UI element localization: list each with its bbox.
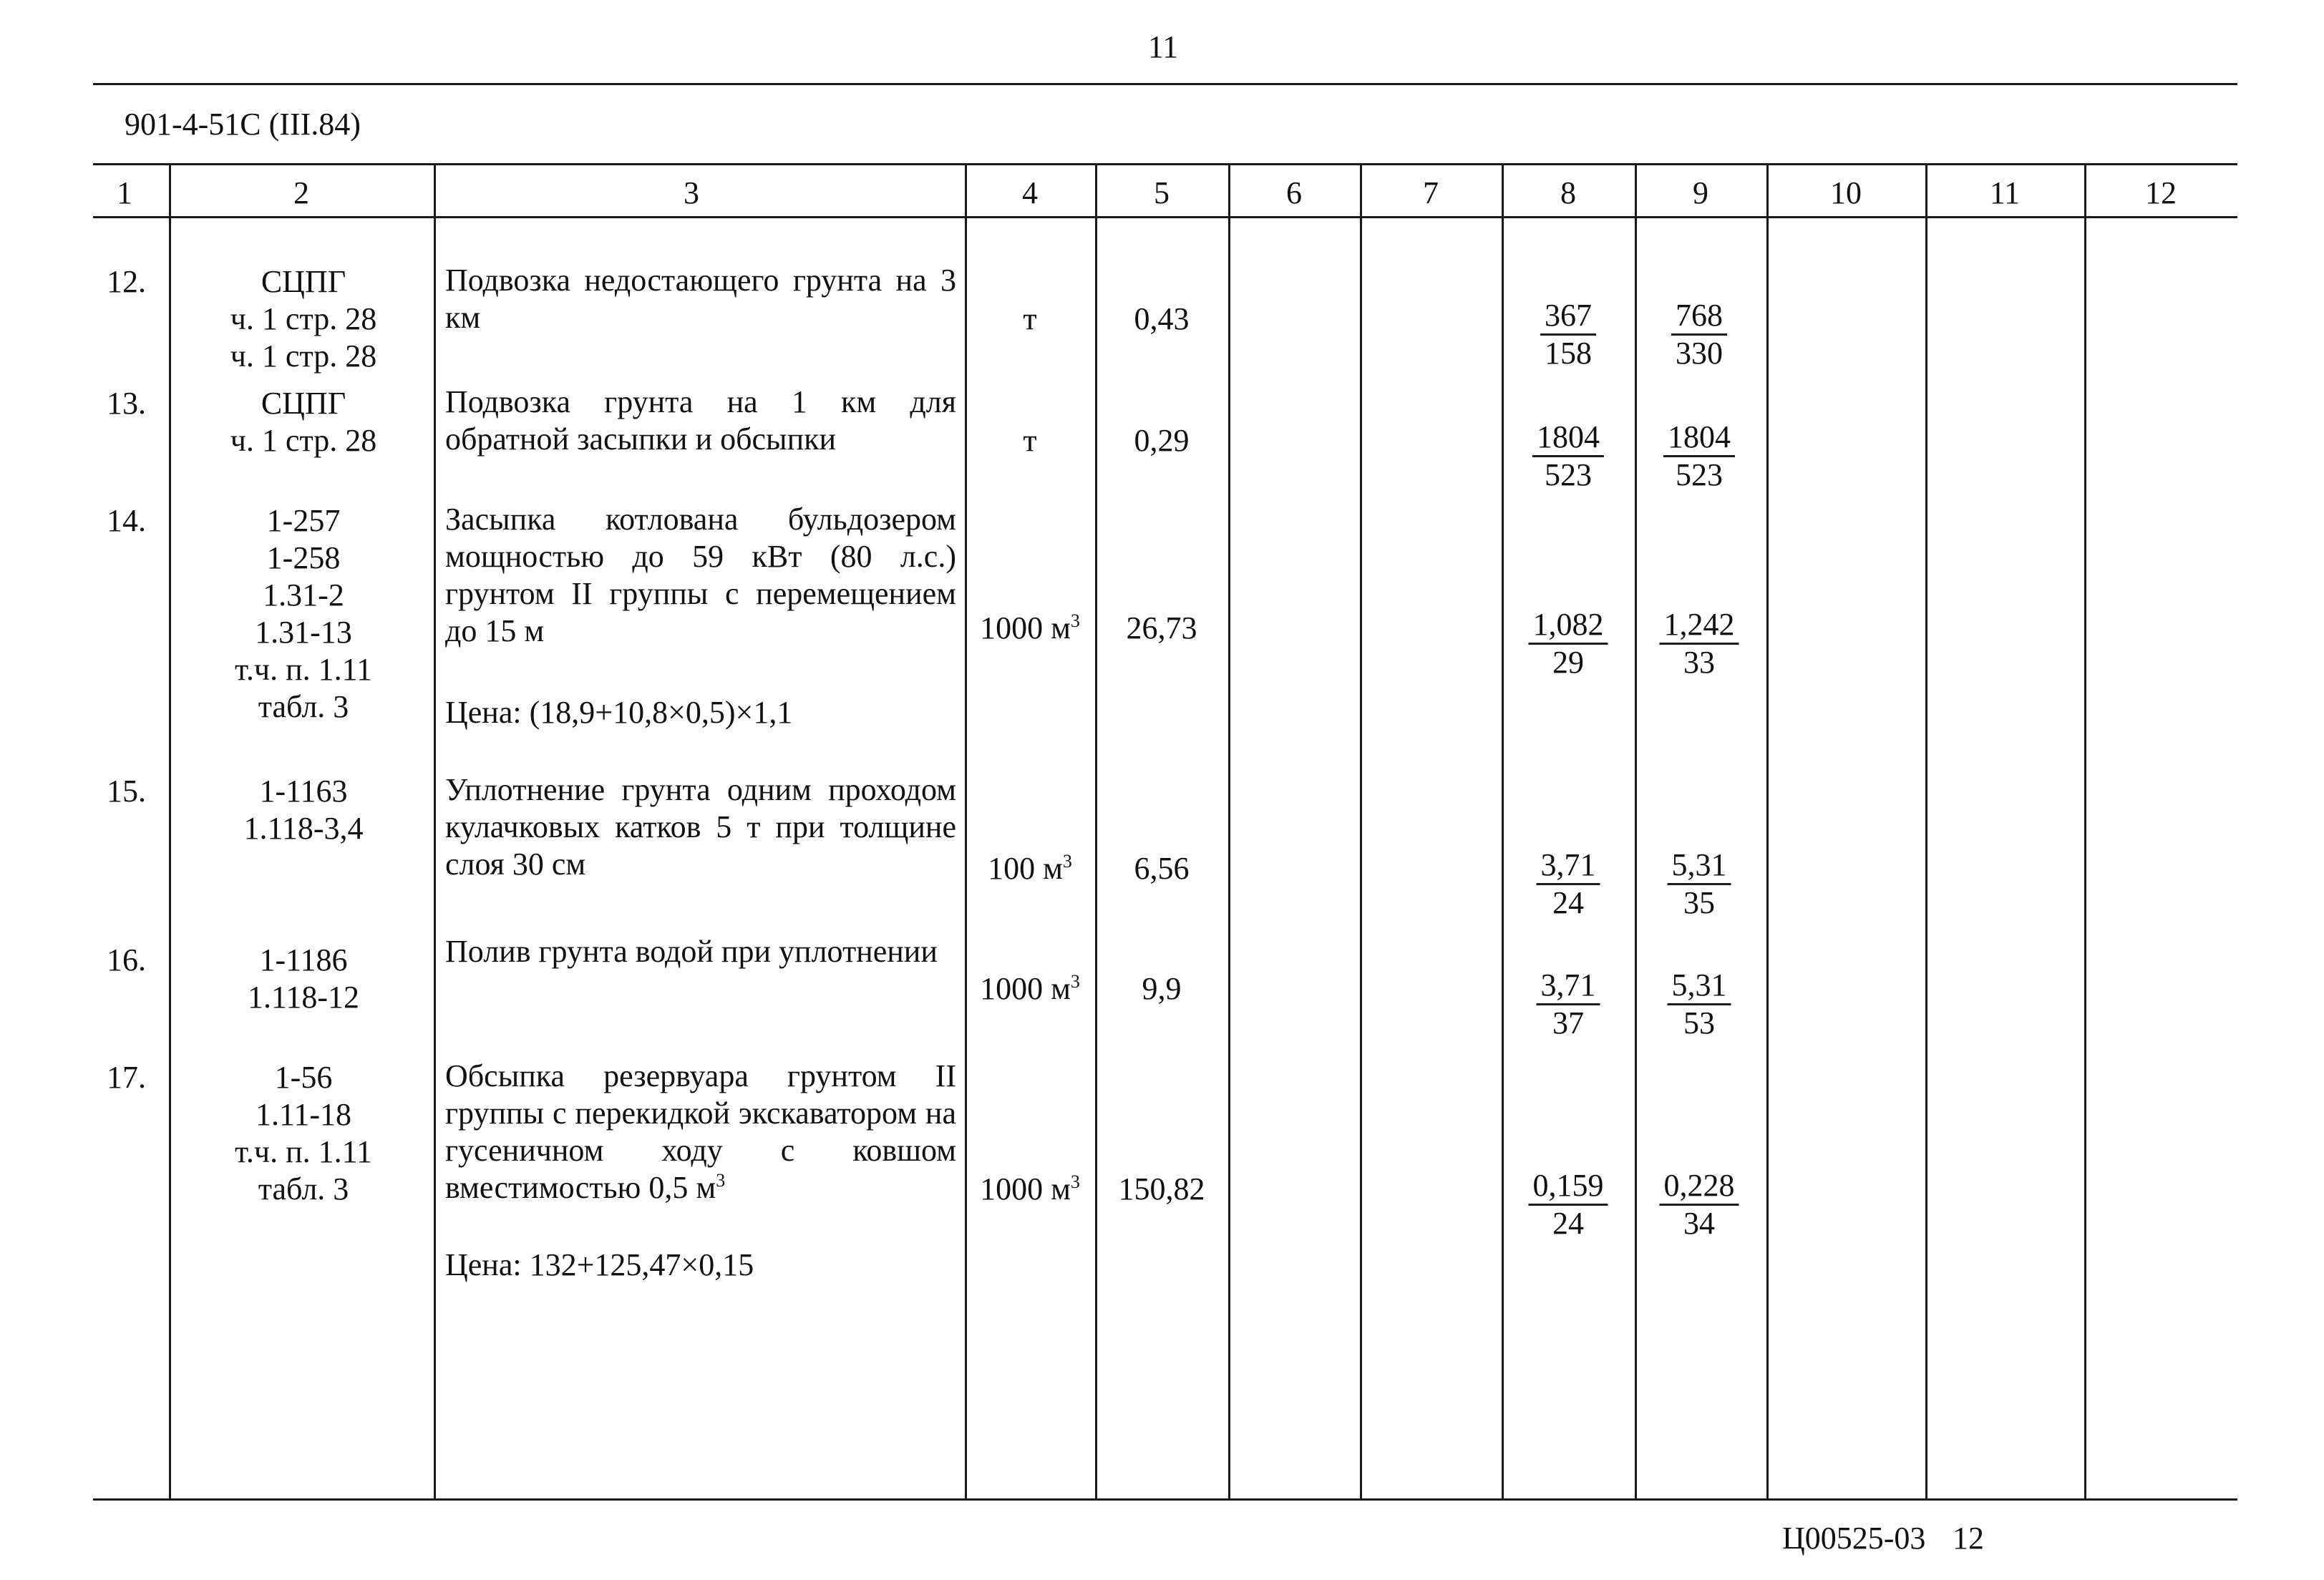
document-code: 901-4-51С (III.84) xyxy=(125,107,361,142)
description-superscript: 3 xyxy=(716,1170,726,1191)
fraction-numerator: 1804 xyxy=(1663,419,1735,457)
column-header-7: 7 xyxy=(1423,175,1439,210)
unit-text: 1000 м xyxy=(980,1171,1071,1206)
row-number: 12. xyxy=(107,264,146,299)
fraction-denominator: 34 xyxy=(1683,1206,1715,1241)
fraction-numerator: 1,242 xyxy=(1660,607,1739,645)
unit-superscript: 3 xyxy=(1070,971,1080,992)
unit-text: 1000 м xyxy=(980,610,1071,645)
col-divider xyxy=(1095,163,1097,1500)
unit-superscript: 3 xyxy=(1062,851,1072,872)
fraction-numerator: 5,31 xyxy=(1668,847,1731,885)
fraction-denominator: 24 xyxy=(1552,1206,1584,1241)
fraction-denominator: 33 xyxy=(1683,645,1715,680)
row-ref: 1.118-3,4 xyxy=(243,811,364,846)
fraction-numerator: 367 xyxy=(1540,298,1596,336)
fraction-denominator: 158 xyxy=(1545,336,1592,371)
column-header-5: 5 xyxy=(1154,175,1170,210)
row-ref: 1-258 xyxy=(266,540,341,575)
col8-fraction xyxy=(1540,298,1596,371)
row-ref: 1-56 xyxy=(274,1060,333,1095)
col-divider xyxy=(965,163,967,1500)
row-ref: табл. 3 xyxy=(258,689,349,724)
column-header-12: 12 xyxy=(2145,175,2177,210)
column-header-9: 9 xyxy=(1693,175,1708,210)
row-ref: СЦПГ xyxy=(261,264,346,299)
row-ref: 1-1186 xyxy=(259,942,348,977)
row-description: Подвозка грунта на 1 км для обратной засыпки и обсыпки xyxy=(445,384,956,457)
row-unit xyxy=(1023,425,1036,457)
row-description xyxy=(445,1058,956,1206)
column-header-6: 6 xyxy=(1286,175,1302,210)
row-description: Засыпка котлована бульдозером мощностью до 59 кВт (80 л.с.) грунтом II группы с перемещением до 15 м xyxy=(445,502,956,648)
footer-code: Ц00525-03 xyxy=(1782,1521,1926,1556)
column-header-10: 10 xyxy=(1830,175,1862,210)
col8-fraction xyxy=(1529,1168,1608,1242)
row-quantity: 6,56 xyxy=(1134,851,1190,886)
row-ref: 1.31-13 xyxy=(255,615,352,650)
row-ref: т.ч. п. 1.11 xyxy=(235,1134,372,1169)
row-ref: табл. 3 xyxy=(258,1171,349,1206)
fraction-numerator: 768 xyxy=(1671,298,1727,336)
col-divider xyxy=(1502,163,1504,1500)
unit-text: т xyxy=(1023,301,1037,336)
fraction-denominator: 37 xyxy=(1552,1005,1584,1040)
col-divider xyxy=(1635,163,1637,1500)
row-ref: ч. 1 стр. 28 xyxy=(230,338,377,374)
fraction-numerator: 3,71 xyxy=(1537,967,1600,1005)
column-header-2: 2 xyxy=(293,175,309,210)
row-ref: СЦПГ xyxy=(261,386,346,421)
row-number: 15. xyxy=(107,774,146,809)
row-unit xyxy=(988,853,1072,884)
col8-fraction xyxy=(1529,607,1608,681)
col-divider xyxy=(1228,163,1230,1500)
fraction-denominator: 330 xyxy=(1676,336,1723,371)
row-ref: ч. 1 стр. 28 xyxy=(230,301,377,336)
row-price-formula: Цена: 132+125,47×0,15 xyxy=(445,1247,754,1282)
column-header-3: 3 xyxy=(684,175,699,210)
fraction-numerator: 3,71 xyxy=(1537,847,1600,885)
col9-fraction xyxy=(1671,298,1727,371)
row-ref: ч. 1 стр. 28 xyxy=(230,423,377,458)
row-description: Уплотнение грунта одним проходом кулачковых катков 5 т при толщине слоя 30 см xyxy=(445,772,956,882)
column-header-4: 4 xyxy=(1022,175,1038,210)
fraction-denominator: 29 xyxy=(1552,645,1584,680)
row-ref: 1.11-18 xyxy=(255,1097,352,1132)
column-header-8: 8 xyxy=(1560,175,1576,210)
column-header-11: 11 xyxy=(1989,175,2021,210)
row-description: Подвозка недостающего грунта на 3 км xyxy=(445,263,956,335)
footer-page-number: 12 xyxy=(1953,1521,1984,1556)
fraction-denominator: 35 xyxy=(1683,885,1715,920)
row-ref: 1.118-12 xyxy=(247,980,360,1015)
col8-fraction xyxy=(1537,847,1600,921)
col9-fraction xyxy=(1660,607,1739,681)
col8-fraction xyxy=(1532,419,1604,493)
table-bottom-border xyxy=(93,1498,2237,1501)
row-description: Полив грунта водой при уплотнении xyxy=(445,934,938,969)
row-number: 17. xyxy=(107,1060,146,1095)
row-unit xyxy=(980,610,1080,645)
unit-superscript: 3 xyxy=(1070,610,1080,631)
description-text: Обсыпка резервуара грунтом II группы с перекидкой экскаватором на гусеничном ходу с ковшом вместимостью 0,5 м xyxy=(445,1058,956,1205)
row-ref: 1.31-2 xyxy=(263,577,344,613)
top-rule xyxy=(93,83,2237,85)
fraction-denominator: 24 xyxy=(1552,885,1584,920)
row-quantity: 0,29 xyxy=(1134,423,1190,458)
col-divider xyxy=(1925,163,1927,1500)
page-number: 11 xyxy=(1147,29,1179,64)
fraction-denominator: 523 xyxy=(1676,457,1723,492)
col-divider xyxy=(1766,163,1769,1500)
col9-fraction xyxy=(1660,1168,1739,1242)
row-ref: 1-1163 xyxy=(259,774,348,809)
fraction-numerator: 1,082 xyxy=(1529,607,1608,645)
col9-fraction xyxy=(1668,967,1731,1041)
row-quantity: 150,82 xyxy=(1118,1171,1205,1206)
row-quantity: 26,73 xyxy=(1126,610,1197,645)
row-price-formula: Цена: (18,9+10,8×0,5)×1,1 xyxy=(445,695,793,730)
column-header-1: 1 xyxy=(117,175,132,210)
row-number: 16. xyxy=(107,942,146,977)
row-quantity: 0,43 xyxy=(1134,301,1190,336)
col-divider xyxy=(169,163,171,1500)
table-top-border xyxy=(93,163,2237,165)
row-number: 14. xyxy=(107,503,146,538)
unit-text: 1000 м xyxy=(980,971,1071,1006)
col9-fraction xyxy=(1663,419,1735,493)
row-quantity: 9,9 xyxy=(1142,971,1182,1006)
fraction-numerator: 0,228 xyxy=(1660,1168,1739,1206)
col-divider xyxy=(1360,163,1362,1500)
fraction-numerator: 1804 xyxy=(1532,419,1604,457)
row-ref: 1-257 xyxy=(266,503,341,538)
unit-text: т xyxy=(1023,423,1037,458)
header-bottom-border xyxy=(93,216,2237,218)
row-unit xyxy=(980,1171,1080,1206)
fraction-denominator: 53 xyxy=(1683,1005,1715,1040)
row-unit xyxy=(980,973,1080,1005)
fraction-numerator: 5,31 xyxy=(1668,967,1731,1005)
unit-text: 100 м xyxy=(988,851,1063,886)
col-divider xyxy=(434,163,436,1500)
col8-fraction xyxy=(1537,967,1600,1041)
col9-fraction xyxy=(1668,847,1731,921)
row-ref: т.ч. п. 1.11 xyxy=(235,652,372,687)
fraction-numerator: 0,159 xyxy=(1529,1168,1608,1206)
row-unit xyxy=(1023,303,1036,335)
fraction-denominator: 523 xyxy=(1545,457,1592,492)
row-number: 13. xyxy=(107,386,146,421)
col-divider xyxy=(2084,163,2086,1500)
unit-superscript: 3 xyxy=(1070,1171,1080,1192)
